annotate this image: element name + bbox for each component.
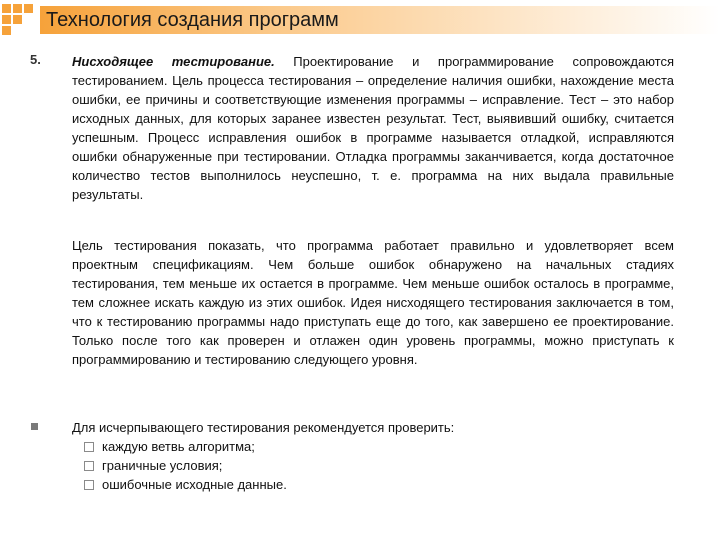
list-item bbox=[82, 475, 674, 494]
bullet-square-icon bbox=[31, 423, 38, 430]
list-item-text: ошибочные исходные данные. bbox=[102, 477, 287, 492]
list-item-text: граничные условия; bbox=[102, 458, 223, 473]
checkbox-square-icon bbox=[84, 442, 94, 452]
list-item bbox=[82, 456, 674, 475]
paragraph-1-text: Проектирование и программирование сопровождаются тестированием. Цель процесса тестирования – определение наличия ошибки, нахождение места ошибки, ее причины и соответствующие изменения программы – исправление. Тест – это набор исходных данных, для которых заранее известен результат. Тест, выявивший ошибку, считается успешным. Процесс исправления ошибок в программе называется отладкой, исправляются ошибки обнаруженные при тестировании. Отладка программы заканчивается, когда достаточное количество тестов выполнилось неуспешно, т. е. программа на них выдала правильные результаты. bbox=[72, 54, 674, 202]
list-item-text: каждую ветвь алгоритма; bbox=[102, 439, 255, 454]
paragraph-1 bbox=[72, 52, 674, 204]
item-number: 5. bbox=[30, 52, 41, 67]
list-item bbox=[82, 437, 674, 456]
bullet-intro: Для исчерпывающего тестирования рекомендуется проверить: bbox=[72, 420, 455, 435]
check-list bbox=[72, 437, 674, 494]
decorative-corner bbox=[0, 0, 40, 40]
paragraph-2: Цель тестирования показать, что программа работает правильно и удовлетворяет всем проектным спецификациям. Чем больше ошибок обнаружено на начальных стадиях тестирования, тем меньше их остается в программе. Чем меньше ошибок осталось в программе, тем сложнее искать каждую из этих ошибок. Идея нисходящего тестирования заключается в том, что к тестированию программы надо приступать еще до того, как завершено ее проектирование. Только после того как проверен и отлажен один уровень программы, можно приступать к программированию и тестированию следующего уровня. bbox=[72, 238, 674, 367]
slide-title: Технология создания программ bbox=[46, 9, 339, 31]
checkbox-square-icon bbox=[84, 461, 94, 471]
title-bar bbox=[40, 6, 720, 34]
paragraph-1-lead: Нисходящее тестирование. bbox=[72, 54, 275, 69]
bullet-block bbox=[72, 418, 674, 494]
checkbox-square-icon bbox=[84, 480, 94, 490]
